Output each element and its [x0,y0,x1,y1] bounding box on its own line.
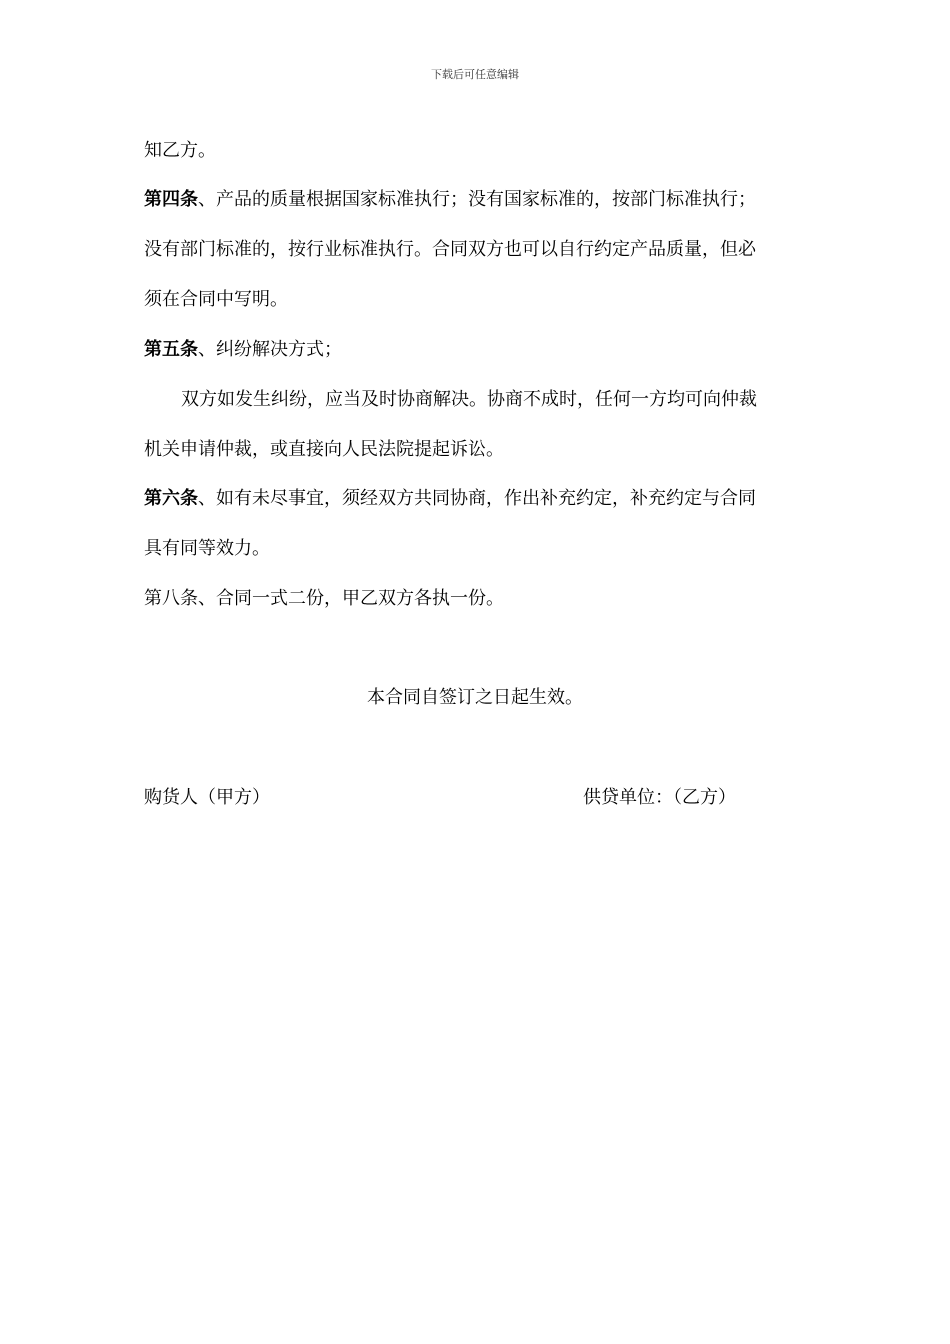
line-text: 具有同等效力。 [144,538,270,559]
article-heading: 第六条 [144,488,198,509]
paragraph-line [181,388,757,412]
paragraph-line [144,288,288,312]
paragraph-line [144,139,216,163]
line-text: 知乙方。 [144,140,216,161]
paragraph-line [144,537,270,561]
line-text: 、如有未尽事宜，须经双方共同协商，作出补充约定，补充约定与合同 [198,488,756,509]
paragraph-line [144,238,756,262]
buyer-signature-label: 购货人（甲方） [144,787,270,808]
paragraph-line [144,438,504,462]
paragraph-line [144,188,756,212]
supplier-signature-label: 供贷单位：（乙方） [583,787,736,808]
effective-statement: 本合同自签订之日起生效。 [367,687,583,708]
paragraph-line [144,338,342,362]
paragraph-line [144,587,504,611]
article-heading: 第五条 [144,339,198,360]
line-text: 、纠纷解决方式； [198,339,342,360]
line-text: 须在合同中写明。 [144,289,288,310]
paragraph-line [144,487,756,511]
line-text: 没有部门标准的，按行业标准执行。合同双方也可以自行约定产品质量，但必 [144,239,756,260]
line-text: 第八条、合同一式二份，甲乙双方各执一份。 [144,588,504,609]
line-text: 机关申请仲裁，或直接向人民法院提起诉讼。 [144,439,504,460]
line-text: 双方如发生纠纷，应当及时协商解决。协商不成时，任何一方均可向仲裁 [181,389,757,410]
article-heading: 第四条 [144,189,198,210]
header-note: 下载后可任意编辑 [431,68,519,81]
line-text: 、产品的质量根据国家标准执行；没有国家标准的，按部门标准执行； [198,189,756,210]
